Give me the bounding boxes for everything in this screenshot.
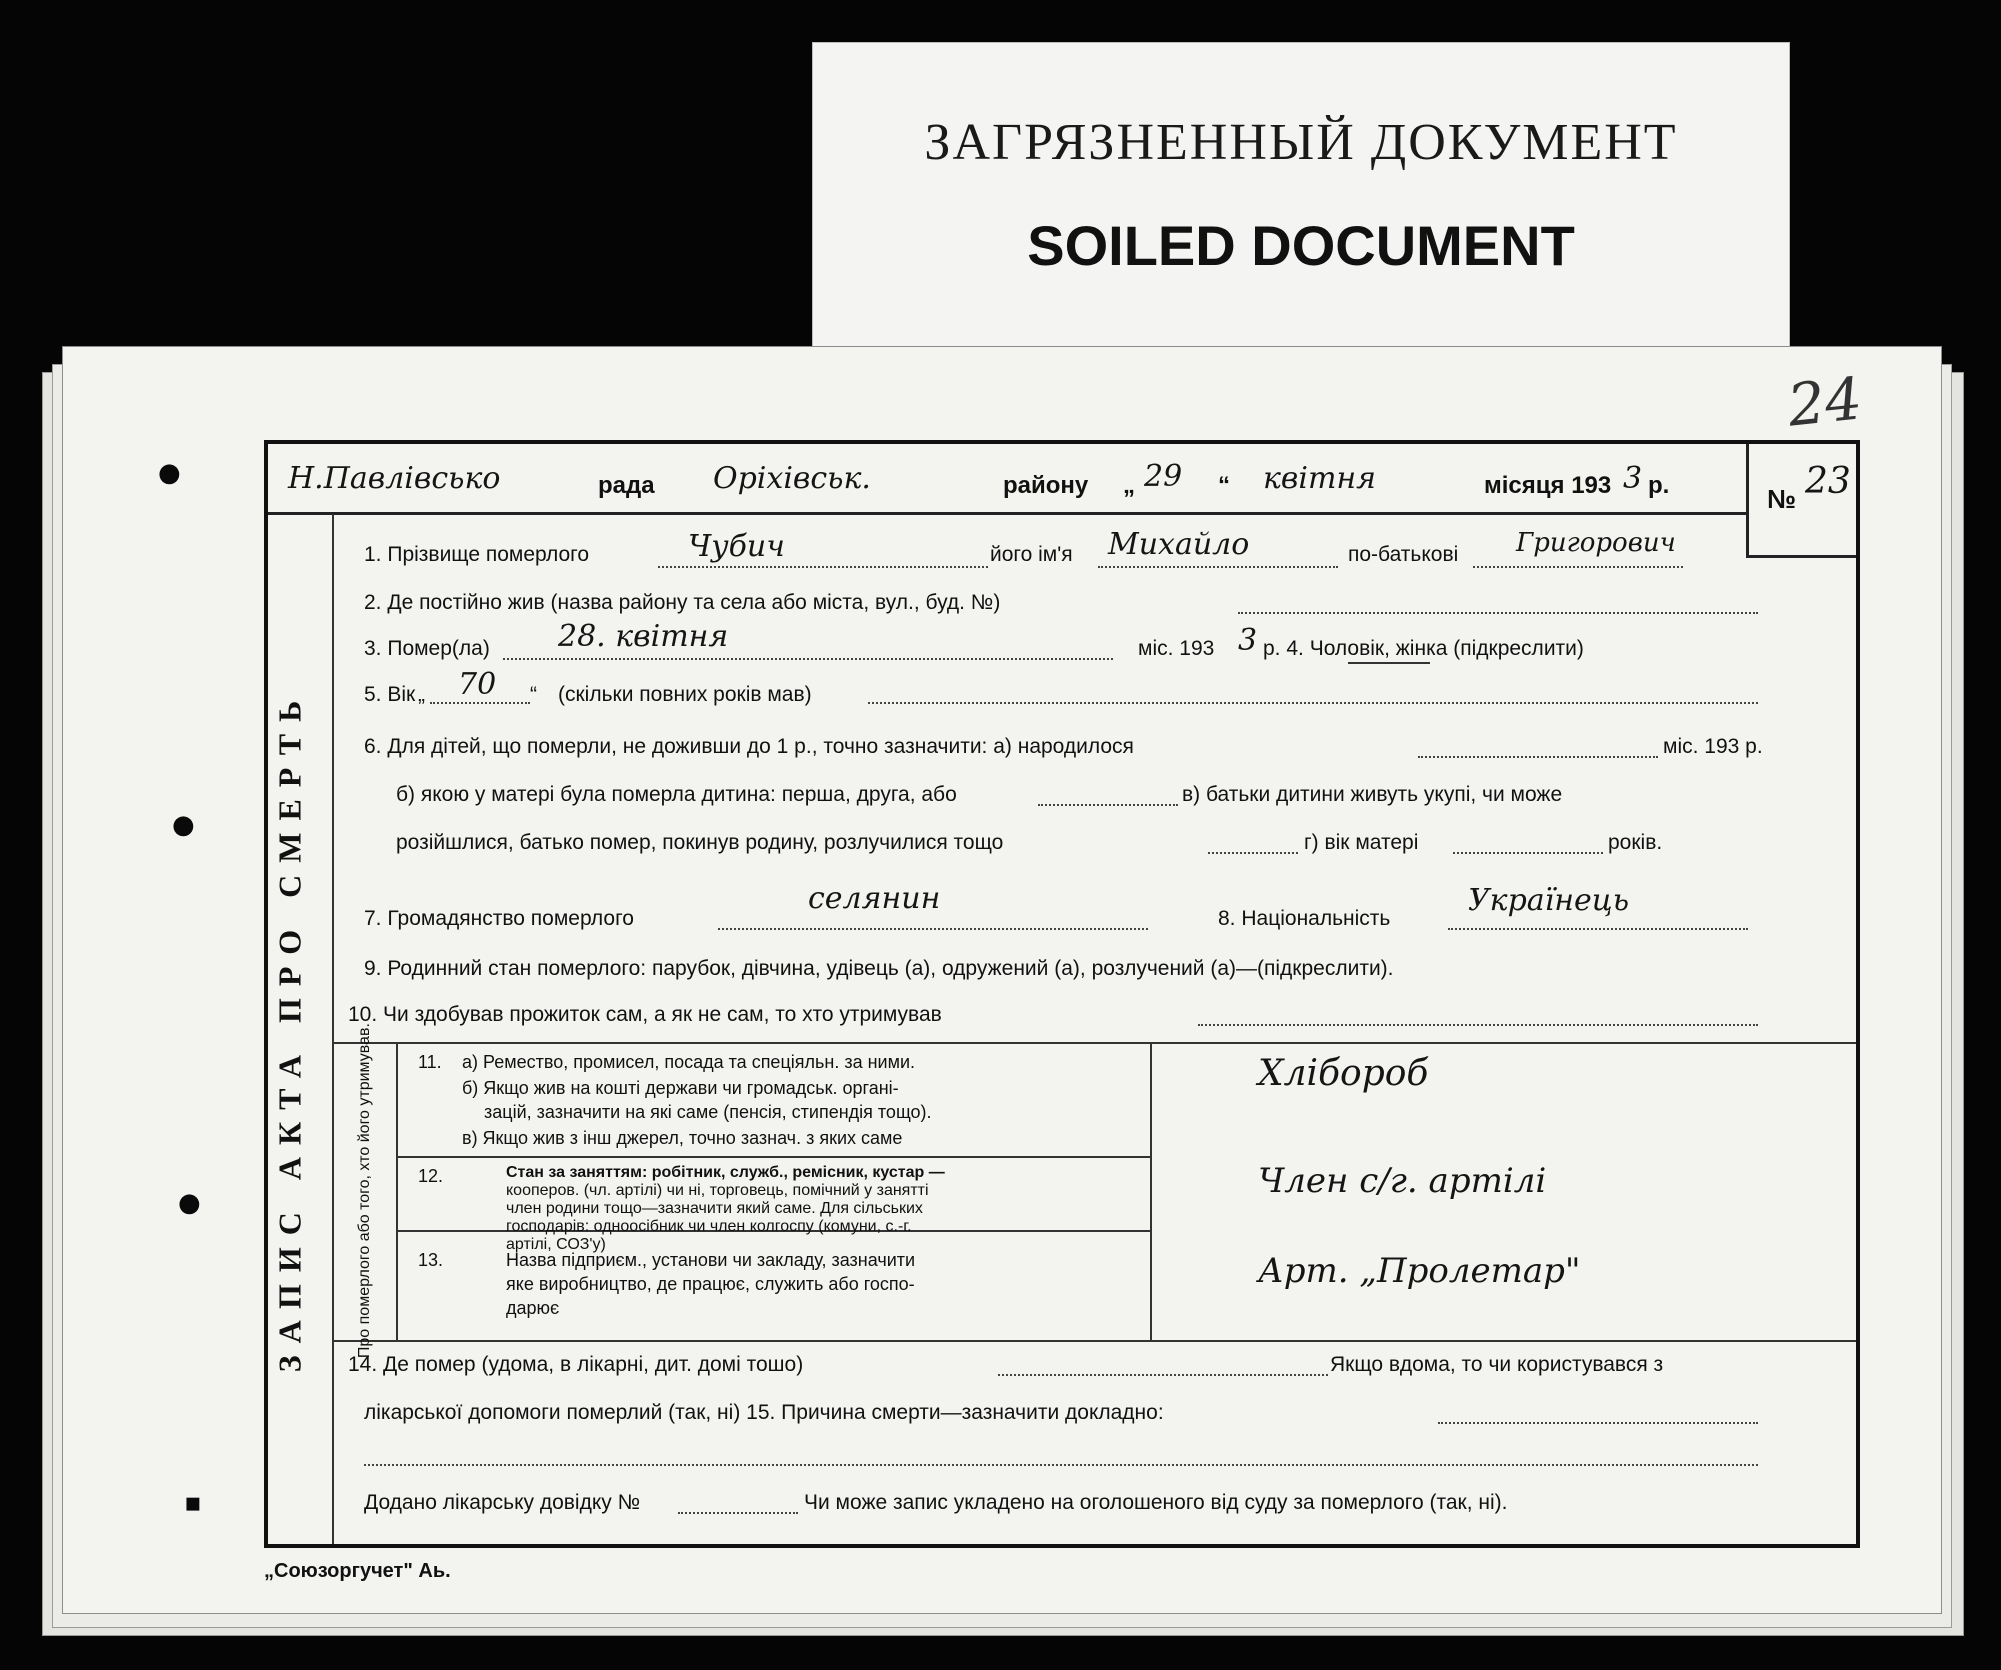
quote-close: “ xyxy=(1218,472,1230,499)
gender-underline xyxy=(1348,662,1430,664)
year-handwritten: 3 xyxy=(1623,461,1643,496)
occupation-handwritten: Хлібороб xyxy=(1258,1053,1429,1094)
nationality-field xyxy=(1448,928,1748,930)
citizenship-field xyxy=(718,928,1148,930)
district-handwritten: Оріхівськ. xyxy=(713,461,871,496)
patronymic-field xyxy=(1473,566,1683,568)
row13-number: 13. xyxy=(418,1250,444,1270)
age-note: (скільки повних років мав) xyxy=(558,683,812,706)
parents-status-field xyxy=(1208,852,1298,854)
council-label: рада xyxy=(598,472,655,499)
month-label: місяця 193 xyxy=(1484,472,1612,499)
row6-line3a: розійшлися, батько помер, покинув родину, розлучилися тощо xyxy=(396,831,1004,854)
punch-hole-icon: ▪ xyxy=(184,1488,202,1518)
header-rule xyxy=(268,512,1856,515)
residence-field xyxy=(1238,612,1758,614)
row10-label: 10. Чи здобував прожиток сам, а як не сам, то хто утримував xyxy=(348,1003,942,1026)
council-handwritten: Н.Павлівсько xyxy=(288,461,501,496)
child-birth-field xyxy=(1418,756,1658,758)
status-handwritten: Член с/г. артілі xyxy=(1258,1161,1547,1201)
age-handwritten: 70 xyxy=(458,667,497,702)
row13-text1: Назва підприєм., установи чи закладу, зазначити xyxy=(506,1250,916,1270)
age-field xyxy=(430,702,530,704)
row1-label: 1. Прізвище померлого xyxy=(364,543,590,566)
row11-b2: зацій, зазначити на які саме (пенсія, стипендія тощо). xyxy=(484,1102,932,1122)
row11-number: 11. xyxy=(418,1052,442,1072)
inner-border xyxy=(332,514,334,1544)
district-label: району xyxy=(1003,472,1089,499)
row8-label: 8. Національність xyxy=(1218,907,1391,930)
row11-a: а) Ремество, промисел, посада та спеціяльн. за ними. xyxy=(462,1052,916,1072)
row14-line2: лікарської допомоги померлий (так, ні) 15. Причина смерти—зазначити докладно: xyxy=(364,1401,1164,1424)
number-label: № xyxy=(1767,484,1796,514)
month-handwritten: квітня xyxy=(1263,461,1377,496)
row12-text4: господарів: одноосібник чи член колгоспу (комуни, с.-г. xyxy=(506,1218,912,1235)
row6-line1-end: міс. 193 р. xyxy=(1663,735,1763,758)
row14-label: 14. Де помер (удома, в лікарні, дит. домі тошо) xyxy=(348,1353,804,1376)
punch-hole-icon: ● xyxy=(172,810,195,840)
row14-right: Якщо вдома, то чи користувався з xyxy=(1330,1353,1664,1376)
row11-c: в) Якщо жив з інш джерел, точно зазнач. з яких саме xyxy=(462,1128,903,1148)
record-number-handwritten: 23 xyxy=(1805,461,1851,502)
punch-hole-icon: ● xyxy=(178,1188,201,1218)
death-record-form xyxy=(264,440,1860,1548)
label-russian: ЗАГРЯЗНЕННЫЙ ДОКУМЕНТ xyxy=(924,114,1678,171)
row6-line1: 6. Для дітей, що померли, не доживши до 1 р., точно зазначити: а) народилося xyxy=(364,735,1134,758)
certificate-number-field xyxy=(678,1512,798,1514)
mother-age-field xyxy=(1453,852,1603,854)
surname-handwritten: Чубич xyxy=(688,529,785,564)
death-place-field xyxy=(998,1374,1328,1376)
child-order-field xyxy=(1038,804,1178,806)
name-field xyxy=(1098,566,1338,568)
subtable-col-rule xyxy=(396,1042,398,1340)
age-quote-open: „ xyxy=(418,683,425,706)
row16-label: Додано лікарську довідку № xyxy=(364,1491,641,1514)
side-note: Про померлого або того, хто його утримував. xyxy=(355,1023,373,1359)
row7-label: 7. Громадянство померлого xyxy=(364,907,634,930)
form-vertical-title: ЗАПИС АКТА ПРО СМЕРТЬ xyxy=(271,688,308,1372)
cause-field xyxy=(1438,1422,1758,1424)
row12-text1: Стан за заняттям: робітник, служб., ремісник, кустар — xyxy=(506,1164,945,1181)
day-handwritten: 29 xyxy=(1144,459,1183,494)
subtable-top-rule xyxy=(332,1042,1856,1044)
gender-label: р. 4. Чоловік, жінка (підкреслити) xyxy=(1263,637,1584,660)
year-suffix: р. xyxy=(1648,472,1670,499)
age-quote-close: “ xyxy=(530,683,537,706)
label-english: SOILED DOCUMENT xyxy=(1027,214,1575,277)
row6-line3b: г) вік матері xyxy=(1304,831,1419,854)
printer-imprint: „Союзоргучет" Аь. xyxy=(264,1560,451,1582)
subtable-row-rule xyxy=(396,1156,1152,1158)
row12-text2: кооперов. (чл. артілі) чи ні, торговець, помічний у занятті xyxy=(506,1182,929,1199)
death-year-handwritten: 3 xyxy=(1238,623,1258,658)
name-handwritten: Михайло xyxy=(1108,527,1250,562)
row13-text3: дарює xyxy=(506,1298,560,1318)
row12-number: 12. xyxy=(418,1166,444,1186)
row5-label: 5. Вік xyxy=(364,683,416,706)
citizenship-handwritten: селянин xyxy=(808,881,941,916)
workplace-handwritten: Арт. „Пролетар" xyxy=(1258,1251,1581,1291)
age-note-line xyxy=(868,702,1758,704)
row13-text2: яке виробництво, де працює, служить або госпо- xyxy=(506,1274,915,1294)
nationality-handwritten: Українець xyxy=(1468,883,1630,918)
page-number-mark: 24 xyxy=(1784,364,1866,440)
row16-right: Чи може запис укладено на оголошеного від суду за померлого (так, ні). xyxy=(804,1491,1508,1514)
row9-label: 9. Родинний стан померлого: парубок, дівчина, удівець (а), одружений (а), розлучений (а)—(підкреслити). xyxy=(364,957,1394,980)
death-date-field xyxy=(503,658,1113,660)
name-label: його ім'я xyxy=(990,543,1073,566)
row12-text3: член родини тощо—зазначити який саме. Для сільських xyxy=(506,1200,923,1217)
row6-line2b: в) батьки дитини живуть укупі, чи може xyxy=(1182,783,1563,806)
death-month-label: міс. 193 xyxy=(1138,637,1215,660)
cause-field-continued xyxy=(364,1464,1758,1466)
surname-field xyxy=(658,566,988,568)
row11-b1: б) Якщо жив на коштi держави чи громадськ. органі- xyxy=(462,1078,899,1098)
supporter-field xyxy=(1198,1024,1758,1026)
record-number-box xyxy=(1746,444,1856,558)
patronymic-label: по-батькові xyxy=(1348,543,1459,566)
soiled-label-card xyxy=(812,42,1790,364)
row12-text5: артілі, СОЗ'у) xyxy=(506,1236,606,1253)
subtable-bottom-rule xyxy=(332,1340,1856,1342)
quote-open: „ xyxy=(1123,472,1135,499)
row6-line2a: б) якою у матері була померла дитина: перша, друга, або xyxy=(396,783,957,806)
row2-label: 2. Де постійно жив (назва району та села або міста, вул., буд. №) xyxy=(364,591,1001,614)
punch-hole-icon: ● xyxy=(158,458,181,488)
patronymic-handwritten: Григорович xyxy=(1516,528,1676,558)
row3-label: 3. Помер(ла) xyxy=(364,637,490,660)
subtable-answer-rule xyxy=(1150,1042,1152,1340)
row6-line3c: років. xyxy=(1608,831,1663,854)
death-date-handwritten: 28. квітня xyxy=(558,619,729,654)
